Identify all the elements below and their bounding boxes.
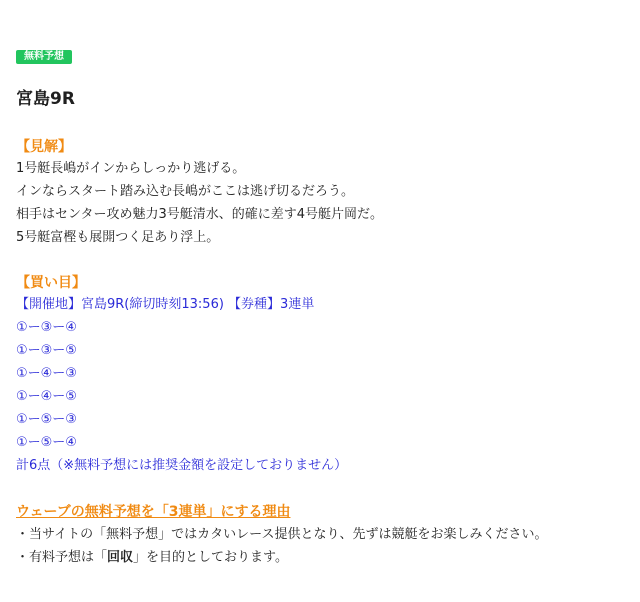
bet-combination: ①ー④ー③ <box>16 366 77 381</box>
bets-heading: 【買い目】 <box>16 275 86 291</box>
bet-combination: ①ー⑤ー③ <box>16 412 77 427</box>
bet-combination: ①ー⑤ー④ <box>16 435 77 450</box>
bet-combination: ①ー③ー④ <box>16 320 77 335</box>
race-info: 【開催地】宮島9R(締切時刻13:56) 【券種】3連単 <box>16 297 315 312</box>
bets-section <box>16 273 624 477</box>
reason-line-1: ・当サイトの「無料予想」ではカタいレース提供となり、先ずは競艇をお楽しみください。 <box>16 527 548 542</box>
reason-heading: ウェーブの無料予想を「3連単」にする理由 <box>16 504 291 520</box>
analysis-line: 5号艇富樫も展開つく足あり浮上。 <box>16 230 220 245</box>
bet-total: 計6点（※無料予想には推奨金額を設定しておりません） <box>16 458 348 473</box>
reason-line-2-prefix: ・有料予想は「 <box>16 550 108 565</box>
reason-section <box>16 501 624 569</box>
bet-combination: ①ー③ー⑤ <box>16 343 77 358</box>
bet-combination: ①ー④ー⑤ <box>16 389 77 404</box>
analysis-line: 相手はセンター攻め魅力3号艇清水、的確に差す4号艇片岡だ。 <box>16 207 384 222</box>
reason-emphasis: 回収 <box>107 550 134 565</box>
reason-line-2 <box>16 546 624 569</box>
analysis-heading: 【見解】 <box>16 139 72 155</box>
prediction-article <box>16 44 624 569</box>
analysis-section <box>16 137 624 249</box>
race-title: 宮島9R <box>16 89 75 109</box>
reason-line-2-suffix: 」を目的としております。 <box>133 550 288 565</box>
free-prediction-badge: 無料予想 <box>16 50 72 64</box>
analysis-line: インならスタート踏み込む長嶋がここは逃げ切るだろう。 <box>16 184 355 199</box>
analysis-line: 1号艇長嶋がインからしっかり逃げる。 <box>16 161 246 176</box>
